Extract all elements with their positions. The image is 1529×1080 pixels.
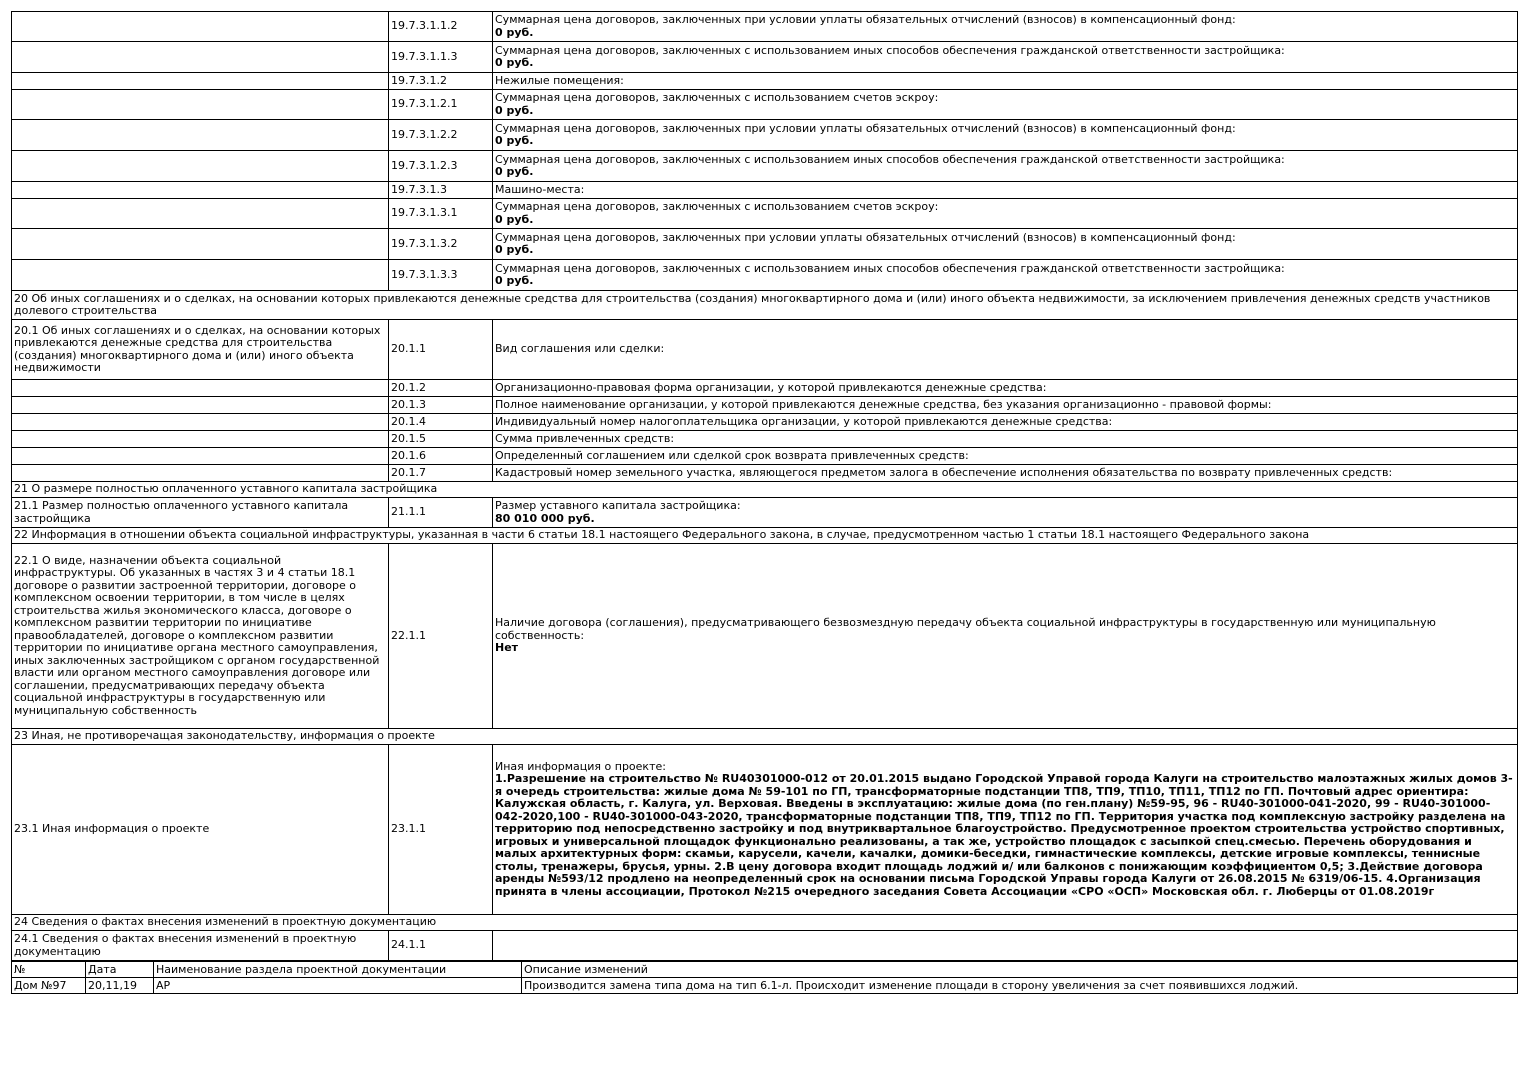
item-code: 20.1.5 <box>389 431 493 448</box>
table-row <box>12 199 1518 229</box>
item-label: Суммарная цена договоров, заключенных при условии уплаты обязательных отчислений (взносов) в компенсационный фонд: <box>495 13 1236 26</box>
item-value: 0 руб. <box>495 134 534 147</box>
left-cell <box>12 151 389 182</box>
item-label: Иная информация о проекте: <box>495 759 666 773</box>
item-code: 20.1.4 <box>389 414 493 431</box>
item-code: 19.7.3.1.3.1 <box>389 199 493 229</box>
section-23-header: 23 Иная, не противоречащая законодательству, информация о проекте <box>12 729 1518 745</box>
item-value: 80 010 000 руб. <box>495 511 595 525</box>
item-code: 19.7.3.1.2.1 <box>389 90 493 120</box>
item-content <box>493 745 1518 915</box>
item-code: 19.7.3.1.2 <box>389 73 493 90</box>
item-code: 20.1.6 <box>389 448 493 465</box>
item-label: Размер уставного капитала застройщика: <box>495 499 741 512</box>
item-value: 0 руб. <box>495 243 534 256</box>
item-code: 19.7.3.1.2.2 <box>389 120 493 151</box>
item-value: 0 руб. <box>495 212 534 226</box>
table-row <box>12 745 1518 915</box>
item-code: 21.1.1 <box>389 498 493 528</box>
item-code: 20.1.1 <box>389 320 493 380</box>
table-row <box>12 544 1518 729</box>
section-20-header: 20 Об иных соглашениях и о сделках, на основании которых привлекаются денежные средства для строительства (создания) многоквартирного дома и (или) иного объекта недвижимости, за исключением привлечения денежных средств участников долевого строительства <box>12 291 1518 320</box>
item-label: Сумма привлеченных средств: <box>493 431 1518 448</box>
item-content <box>493 90 1518 120</box>
item-code: 19.7.3.1.1.3 <box>389 42 493 73</box>
item-content <box>493 120 1518 151</box>
table-row <box>12 320 1518 380</box>
section-21-header: 21 О размере полностью оплаченного уставного капитала застройщика <box>12 482 1518 498</box>
table-row <box>12 448 1518 465</box>
item-content <box>493 73 1518 90</box>
item-label: Кадастровый номер земельного участка, являющегося предметом залога в обеспечение исполнения обязательства по возврату привлеченных средств: <box>493 465 1518 482</box>
item-label: Полное наименование организации, у которой привлекаются денежные средства, без указания организационно - правовой формы: <box>493 397 1518 414</box>
left-cell <box>12 12 389 42</box>
section-23-subtitle: 23.1 Иная информация о проекте <box>12 745 389 915</box>
table-row <box>12 260 1518 291</box>
item-code: 19.7.3.1.3.2 <box>389 229 493 260</box>
item-content <box>493 182 1518 199</box>
section-22-header: 22 Информация в отношении объекта социальной инфраструктуры, указанная в части 6 статьи 18.1 настоящего Федерального закона, в случае, предусмотренном частью 1 статьи 18.1 настоящего Федерального закона <box>12 528 1518 544</box>
item-content <box>493 151 1518 182</box>
project-declaration-table <box>11 11 1518 961</box>
item-content <box>493 229 1518 260</box>
left-cell <box>12 380 389 397</box>
item-label: Суммарная цена договоров, заключенных с использованием счетов эскроу: <box>495 200 939 213</box>
item-value: 0 руб. <box>495 56 534 69</box>
item-content <box>493 42 1518 73</box>
table-row <box>12 931 1518 961</box>
item-code: 19.7.3.1.3.3 <box>389 260 493 291</box>
left-cell <box>12 73 389 90</box>
left-cell <box>12 414 389 431</box>
item-label: Машино-места: <box>495 182 585 196</box>
change-section: АР <box>154 978 522 994</box>
item-value: Нет <box>495 641 519 655</box>
table-row <box>12 42 1518 73</box>
item-label: Суммарная цена договоров, заключенных с использованием иных способов обеспечения гражданской ответственности застройщика: <box>495 261 1285 275</box>
item-content <box>493 12 1518 42</box>
item-label: Суммарная цена договоров, заключенных с использованием иных способов обеспечения гражданской ответственности застройщика: <box>495 43 1285 57</box>
item-content <box>493 260 1518 291</box>
col-num-header: № <box>12 962 86 978</box>
item-label: Наличие договора (соглашения), предусматривающего безвозмездную передачу объекта социальной инфраструктуры в государственную или муниципальную собственность: <box>495 616 1436 642</box>
left-cell <box>12 465 389 482</box>
item-code: 24.1.1 <box>389 931 493 961</box>
table-row <box>12 397 1518 414</box>
table-row <box>12 182 1518 199</box>
section-header-row <box>12 291 1518 320</box>
item-label: Нежилые помещения: <box>495 73 624 87</box>
table-row <box>12 120 1518 151</box>
section-header-row <box>12 729 1518 745</box>
change-desc: Производится замена типа дома на тип 6.1-л. Происходит изменение площади в сторону увеличения за счет появившихся лоджий. <box>522 978 1518 994</box>
table-row <box>12 12 1518 42</box>
section-24-subtitle: 24.1 Сведения о фактах внесения изменений в проектную документацию <box>12 931 389 961</box>
table-row <box>12 90 1518 120</box>
item-value: 0 руб. <box>495 103 534 117</box>
left-cell <box>12 120 389 151</box>
item-code: 20.1.2 <box>389 380 493 397</box>
table-row <box>12 498 1518 528</box>
changes-header-row <box>12 962 1518 978</box>
item-content <box>493 199 1518 229</box>
section-21-subtitle: 21.1 Размер полностью оплаченного уставного капитала застройщика <box>12 498 389 528</box>
left-cell <box>12 260 389 291</box>
item-code: 19.7.3.1.2.3 <box>389 151 493 182</box>
section-22-subtitle: 22.1 О виде, назначении объекта социальной инфраструктуры. Об указанных в частях 3 и 4 статьи 18.1 договоре о развитии застроенной территории, договоре о комплексном освоении территории, в том числе в целях строительства жилья экономического класса, договоре о комплексном развитии территории по инициативе правообладателей, договоре о комплексном развитии территории по инициативе органа местного самоуправления, иных заключенных застройщиком с органом государственной власти или органом местного самоуправления договоре или соглашении, предусматривающих передачу объекта социальной инфраструктуры в государственную или муниципальную собственность <box>12 544 389 729</box>
item-value: 0 руб. <box>495 25 534 39</box>
item-code: 19.7.3.1.1.2 <box>389 12 493 42</box>
item-value: 0 руб. <box>495 274 534 287</box>
section-20-subtitle: 20.1 Об иных соглашениях и о сделках, на основании которых привлекаются денежные средства для строительства (создания) многоквартирного дома и (или) иного объекта недвижимости <box>12 320 389 380</box>
item-value: 1.Разрешение на строительство № RU40301000-012 от 20.01.2015 выдано Городской Управой города Калуги на строительство малоэтажных жилых домов 3-я очередь строительства: жилые дома № 59-101 по ГП, трансформаторные подстанции ТП8, ТП9, ТП10, ТП11, ТП12 по ГП. Почтовый адрес ориентира: Калужская область, г. Калуга, ул. Верховая. Введены в эксплуатацию: жилые дома (по ген.плану) №59-95, 96 - RU40-301000-041-2020, 99 - RU40-301000-042-2020,100 - RU40-301000-043-2020, трансформаторные подстанции ТП8, ТП9, ТП12 по ГП. Территория участка под комплексную застройку разделена на территорию под непосредственно застройку и под внутриквартальное благоустройство. Предусмотренное проектом строительства устройство спортивных, игровых и универсальной площадок функционально реализованы, а так же, устройство площадок с засыпкой спец.смесью. Перечень оборудования и малых архитектурных форм: скамьи, карусели, качели, качалки, домики-беседки, гимнастические комплексы, детские игровые комплексы, теннисные столы, тренажеры, брусья, урны. 2.В цену договора входит площадь лоджий и/ или балконов с понижающим коэффициентом 0,5; 3.Действие договора аренды №593/12 продлено на неопределенный срок на основании письма Городской Управы города Калуги от 26.08.2015 № 6319/06-15. 4.Организация принята в члены ассоциации, Протокол №215 очередного заседания Совета Ассоциации «СРО «ОСП» Московская обл. г. Люберцы от 01.08.2019г <box>495 772 1513 898</box>
item-label: Индивидуальный номер налогоплательщика организации, у которой привлекаются денежные средства: <box>493 414 1518 431</box>
item-content <box>493 931 1518 961</box>
table-row <box>12 151 1518 182</box>
left-cell <box>12 42 389 73</box>
left-cell <box>12 448 389 465</box>
left-cell <box>12 182 389 199</box>
left-cell <box>12 90 389 120</box>
table-row <box>12 229 1518 260</box>
section-header-row <box>12 482 1518 498</box>
item-code: 20.1.3 <box>389 397 493 414</box>
item-label: Организационно-правовая форма организации, у которой привлекаются денежные средства: <box>493 380 1518 397</box>
left-cell <box>12 397 389 414</box>
col-desc-header: Описание изменений <box>522 962 1518 978</box>
col-section-header: Наименование раздела проектной документации <box>154 962 522 978</box>
table-row <box>12 73 1518 90</box>
section-header-row <box>12 528 1518 544</box>
item-label: Суммарная цена договоров, заключенных с использованием иных способов обеспечения гражданской ответственности застройщика: <box>495 152 1285 166</box>
change-date: 20,11,19 <box>86 978 154 994</box>
item-label: Суммарная цена договоров, заключенных при условии уплаты обязательных отчислений (взносов) в компенсационный фонд: <box>495 230 1236 244</box>
table-row <box>12 414 1518 431</box>
item-code: 23.1.1 <box>389 745 493 915</box>
left-cell <box>12 199 389 229</box>
changes-table <box>11 961 1518 994</box>
item-label: Определенный соглашением или сделкой срок возврата привлеченных средств: <box>493 448 1518 465</box>
item-value: 0 руб. <box>495 165 534 178</box>
table-row <box>12 465 1518 482</box>
item-code: 20.1.7 <box>389 465 493 482</box>
table-row <box>12 978 1518 994</box>
item-code: 22.1.1 <box>389 544 493 729</box>
item-label: Суммарная цена договоров, заключенных с использованием счетов эскроу: <box>495 91 939 104</box>
table-row <box>12 380 1518 397</box>
table-row <box>12 431 1518 448</box>
section-header-row <box>12 915 1518 931</box>
item-content <box>493 498 1518 528</box>
change-num: Дом №97 <box>12 978 86 994</box>
item-label: Вид соглашения или сделки: <box>493 320 1518 380</box>
item-label: Суммарная цена договоров, заключенных при условии уплаты обязательных отчислений (взносов) в компенсационный фонд: <box>495 121 1236 135</box>
item-content <box>493 544 1518 729</box>
section-24-header: 24 Сведения о фактах внесения изменений в проектную документацию <box>12 915 1518 931</box>
item-code: 19.7.3.1.3 <box>389 182 493 199</box>
left-cell <box>12 431 389 448</box>
left-cell <box>12 229 389 260</box>
col-date-header: Дата <box>86 962 154 978</box>
